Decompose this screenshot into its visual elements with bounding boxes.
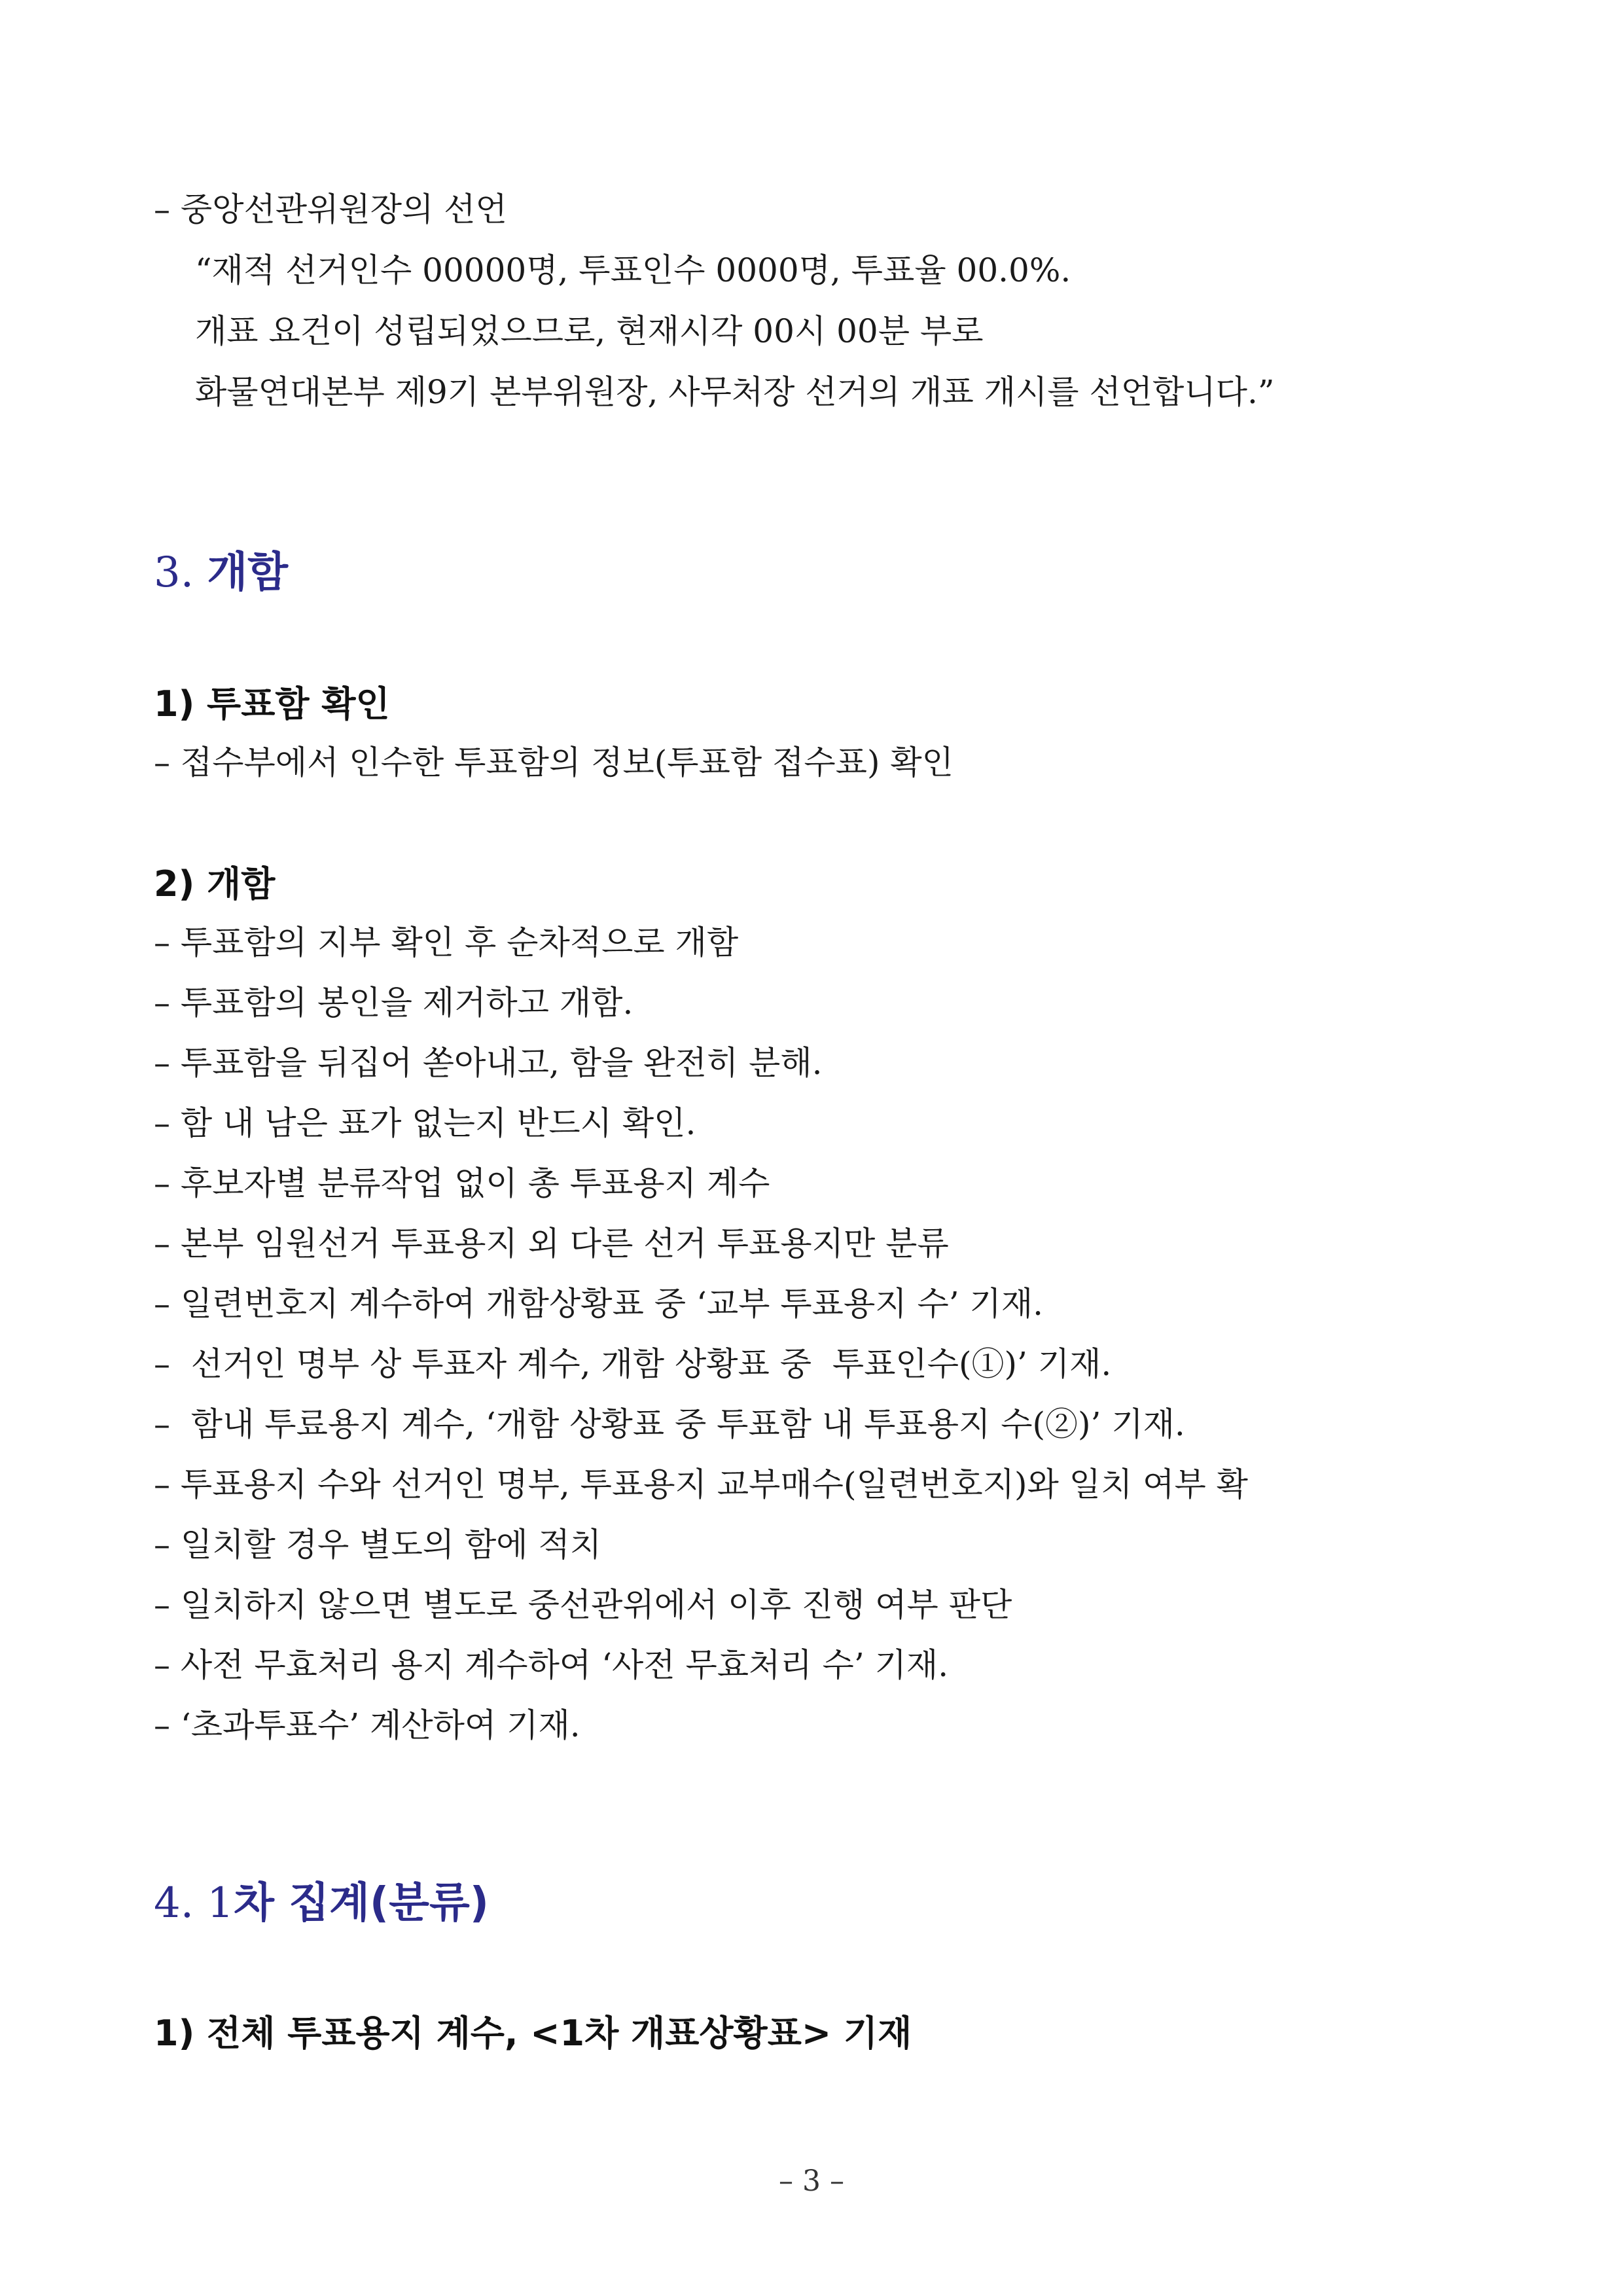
list-item: – 선거인 명부 상 투표자 계수, 개함 상황표 중 투표인수(①)’ 기재. <box>154 1345 1112 1383</box>
list-item: – 투표용지 수와 선거인 명부, 투표용지 교부매수(일련번호지)와 일치 여부 확 <box>154 1465 1248 1503</box>
section-3-heading <box>154 547 288 599</box>
list-item: – 일치하지 않으면 별도로 중선관위에서 이후 진행 여부 판단 <box>154 1586 1012 1624</box>
section-4-number: 4. 1 <box>154 1879 234 1928</box>
subsection-4-1-heading: 1) 전체 투표용지 계수, <1차 개표상황표> 기재 <box>154 2013 912 2054</box>
list-item: – 함내 투료용지 계수, ‘개함 상황표 중 투표함 내 투표용지 수(②)’ 기재. <box>154 1405 1185 1443</box>
section-4-heading <box>154 1877 489 1929</box>
list-item: – ‘초과투표수’ 계산하여 기재. <box>154 1706 580 1744</box>
subsection-3-1-item: – 접수부에서 인수한 투표함의 정보(투표함 접수표) 확인 <box>154 744 954 781</box>
list-item: – 일련번호지 계수하여 개함상황표 중 ‘교부 투표용지 수’ 기재. <box>154 1285 1044 1323</box>
declaration-label: – 중앙선관위원장의 선언 <box>154 190 507 228</box>
section-3-number: 3. <box>154 548 194 597</box>
section-4-title: 차 집계(분류) <box>234 1879 490 1928</box>
list-item: – 투표함의 봉인을 제거하고 개함. <box>154 984 633 1022</box>
declaration-quote-line-2: 개표 요건이 성립되었으므로, 현재시각 00시 00분 부로 <box>195 312 984 350</box>
page-number: – 3 – <box>779 2164 844 2198</box>
list-item: – 후보자별 분류작업 없이 총 투표용지 계수 <box>154 1164 770 1202</box>
subsection-3-2-heading: 2) 개함 <box>154 863 276 905</box>
declaration-quote-line-3: 화물연대본부 제9기 본부위원장, 사무처장 선거의 개표 개시를 선언합니다.” <box>195 373 1275 411</box>
subsection-3-1-heading: 1) 투표함 확인 <box>154 683 390 725</box>
list-item: – 투표함의 지부 확인 후 순차적으로 개함 <box>154 924 739 961</box>
section-3-title: 개함 <box>207 548 289 597</box>
list-item: – 투표함을 뒤집어 쏟아내고, 함을 완전히 분해. <box>154 1044 823 1082</box>
list-item: – 본부 임원선거 투표용지 외 다른 선거 투표용지만 분류 <box>154 1225 949 1263</box>
list-item: – 사전 무효처리 용지 계수하여 ‘사전 무효처리 수’ 기재. <box>154 1646 949 1684</box>
list-item: – 함 내 남은 표가 없는지 반드시 확인. <box>154 1104 696 1142</box>
list-item: – 일치할 경우 별도의 함에 적치 <box>154 1526 602 1564</box>
declaration-quote-line-1: “재적 선거인수 00000명, 투표인수 0000명, 투표율 00.0%. <box>195 251 1071 289</box>
